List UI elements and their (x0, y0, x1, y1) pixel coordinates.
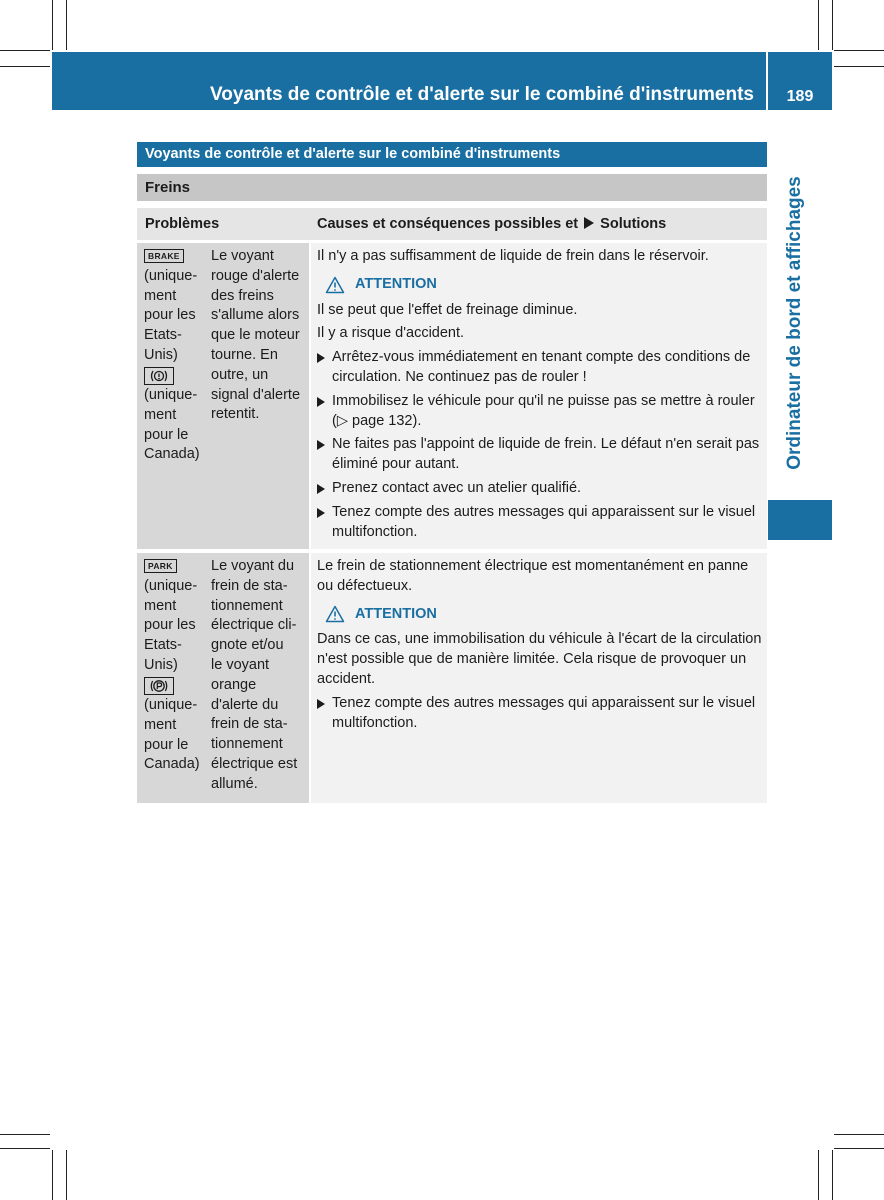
description-line: s'allume alors (211, 307, 300, 324)
description-line: rouge d'alerte (211, 267, 300, 284)
crop-mark (0, 1134, 50, 1135)
description-line: tionnement (211, 597, 283, 614)
crop-mark (0, 50, 50, 51)
crop-mark (52, 0, 53, 50)
crop-mark (834, 1134, 884, 1135)
park-brake-icon: PARK (144, 559, 177, 573)
bullet-text: Tenez compte des autres messages qui apparaissent sur le visuel multifonction. (332, 503, 756, 540)
warning-heading (325, 275, 763, 295)
cause-text: Il n'y a pas suffisamment de liquide de frein dans le réservoir. (317, 248, 709, 264)
description-line: signal d'alerte (211, 386, 301, 403)
cause-text: Le frein de stationnement électrique est momentanément en panne ou défectueux. (317, 558, 749, 594)
page-title: Voyants de contrôle et d'alerte sur le combiné d'instruments (210, 84, 754, 105)
list-item (317, 503, 763, 543)
problem-cell (137, 553, 309, 803)
indicator-note-line: pour les (144, 307, 196, 324)
crop-mark (818, 1150, 819, 1200)
problem-cell (137, 243, 309, 549)
crop-mark (832, 0, 833, 50)
indicator-column (144, 557, 206, 775)
indicator-note-line: Canada) (144, 446, 200, 463)
bullet-text: Arrêtez-vous immédiatement en tenant compte des conditions de circulation. Ne continuez pas de rouler ! (332, 349, 751, 385)
bullet-arrow-icon (317, 353, 325, 363)
indicator-note-line: ment (144, 597, 177, 614)
crop-mark (832, 1150, 833, 1200)
description-line: électrique cli- (211, 617, 297, 634)
column-header-causes-prefix: Causes et conséquences possibles et (317, 216, 579, 232)
solution-cell (311, 243, 767, 549)
list-item (317, 479, 763, 499)
chapter-side-label (780, 155, 810, 490)
indicator-column (144, 247, 206, 465)
description-line: tourne. En (211, 346, 278, 363)
crop-mark (0, 66, 50, 67)
warning-triangle-icon (325, 605, 345, 623)
bullet-arrow-icon (317, 440, 325, 450)
description-line: outre, un (211, 366, 269, 383)
indicator-note-line: (unique- (144, 267, 198, 284)
bullet-text: Ne faites pas l'appoint de liquide de frein. Le défaut n'en serait pas éliminé pour autant. (332, 436, 760, 473)
description-line: électrique est (211, 755, 298, 772)
list-item (317, 392, 763, 432)
description-line: des freins (211, 287, 274, 304)
table-row (137, 553, 767, 803)
description-line: frein de sta- (211, 577, 288, 594)
warning-triangle-icon (325, 276, 345, 294)
section-title: Voyants de contrôle et d'alerte sur le combiné d'instruments (137, 142, 767, 167)
indicator-note-line: Canada) (144, 756, 200, 773)
indicator-note-line: ment (144, 716, 177, 733)
brake-circle-icon (144, 367, 174, 385)
table-row (137, 243, 767, 549)
indicator-note-line: (unique- (144, 696, 198, 713)
indicator-note-line: (unique- (144, 577, 198, 594)
description-line: retentit. (211, 406, 260, 423)
brake-warning-icon: BRAKE (144, 249, 184, 263)
crop-mark (52, 1150, 53, 1200)
bullet-arrow-icon (317, 508, 325, 518)
indicator-note-line: pour le (144, 736, 189, 753)
solution-cell (311, 553, 767, 803)
crop-mark (66, 1150, 67, 1200)
crop-mark (834, 50, 884, 51)
bullet-arrow-icon (317, 699, 325, 709)
column-header-causes (317, 208, 666, 240)
problem-description (211, 557, 309, 795)
problem-description (211, 247, 309, 425)
chapter-tab (768, 500, 832, 540)
indicator-note-line: ment (144, 287, 177, 304)
column-header-problems: Problèmes (145, 216, 220, 232)
description-line: d'alerte du (211, 696, 279, 713)
indicator-note-line: Unis) (144, 656, 178, 673)
parking-brake-circle-icon (144, 677, 174, 695)
indicator-note-line: pour le (144, 426, 189, 443)
bullet-text[interactable]: Immobilisez le véhicule pour qu'il ne puisse pas se mettre à rouler (▷ page 132). (332, 392, 755, 429)
page-header (52, 52, 766, 110)
crop-mark (0, 1148, 50, 1149)
warning-heading (325, 605, 763, 625)
indicator-note-line: Etats- (144, 327, 182, 344)
crop-mark (834, 1148, 884, 1149)
arrow-right-icon (584, 217, 594, 229)
warning-text: Il se peut que l'effet de freinage diminue. (317, 301, 578, 318)
description-line: Le voyant du (211, 558, 295, 574)
column-header-causes-suffix: Solutions (600, 216, 667, 232)
description-line: le voyant (211, 656, 270, 673)
list-item (317, 348, 763, 388)
crop-mark (818, 0, 819, 50)
subsection-title: Freins (137, 174, 767, 201)
bullet-text: Prenez contact avec un atelier qualifié. (332, 479, 582, 496)
indicator-note-line: (unique- (144, 386, 198, 403)
description-line: que le moteur (211, 327, 300, 344)
crop-mark (66, 0, 67, 50)
warning-label: ATTENTION (355, 605, 437, 622)
chapter-label-text: Ordinateur de bord et affichages (784, 175, 805, 470)
bullet-arrow-icon (317, 484, 325, 494)
description-line: allumé. (211, 775, 258, 792)
table-header (137, 208, 767, 240)
bullet-text: Tenez compte des autres messages qui apparaissent sur le visuel multifonction. (332, 694, 756, 731)
page-number: 189 (786, 88, 814, 105)
crop-mark (834, 66, 884, 67)
bullet-arrow-icon (317, 397, 325, 407)
description-line: frein de sta- (211, 716, 288, 733)
indicator-note-line: pour les (144, 617, 196, 634)
description-line: tionnement (211, 736, 283, 753)
list-item (317, 435, 763, 475)
warning-text: Dans ce cas, une immobilisation du véhicule à l'écart de la circulation n'est possible que de manière limitée. Cela risque de provoquer un accident. (317, 631, 762, 687)
description-line: Le voyant (211, 248, 274, 264)
description-line: gnote et/ou (211, 637, 284, 654)
indicator-note-line: Unis) (144, 346, 178, 363)
page-number-box (768, 52, 832, 110)
indicator-note-line: Etats- (144, 637, 182, 654)
list-item (317, 694, 763, 734)
description-line: orange (211, 676, 257, 693)
indicator-note-line: ment (144, 406, 177, 423)
warning-text: Il y a risque d'accident. (317, 325, 465, 342)
warning-label: ATTENTION (355, 275, 437, 292)
